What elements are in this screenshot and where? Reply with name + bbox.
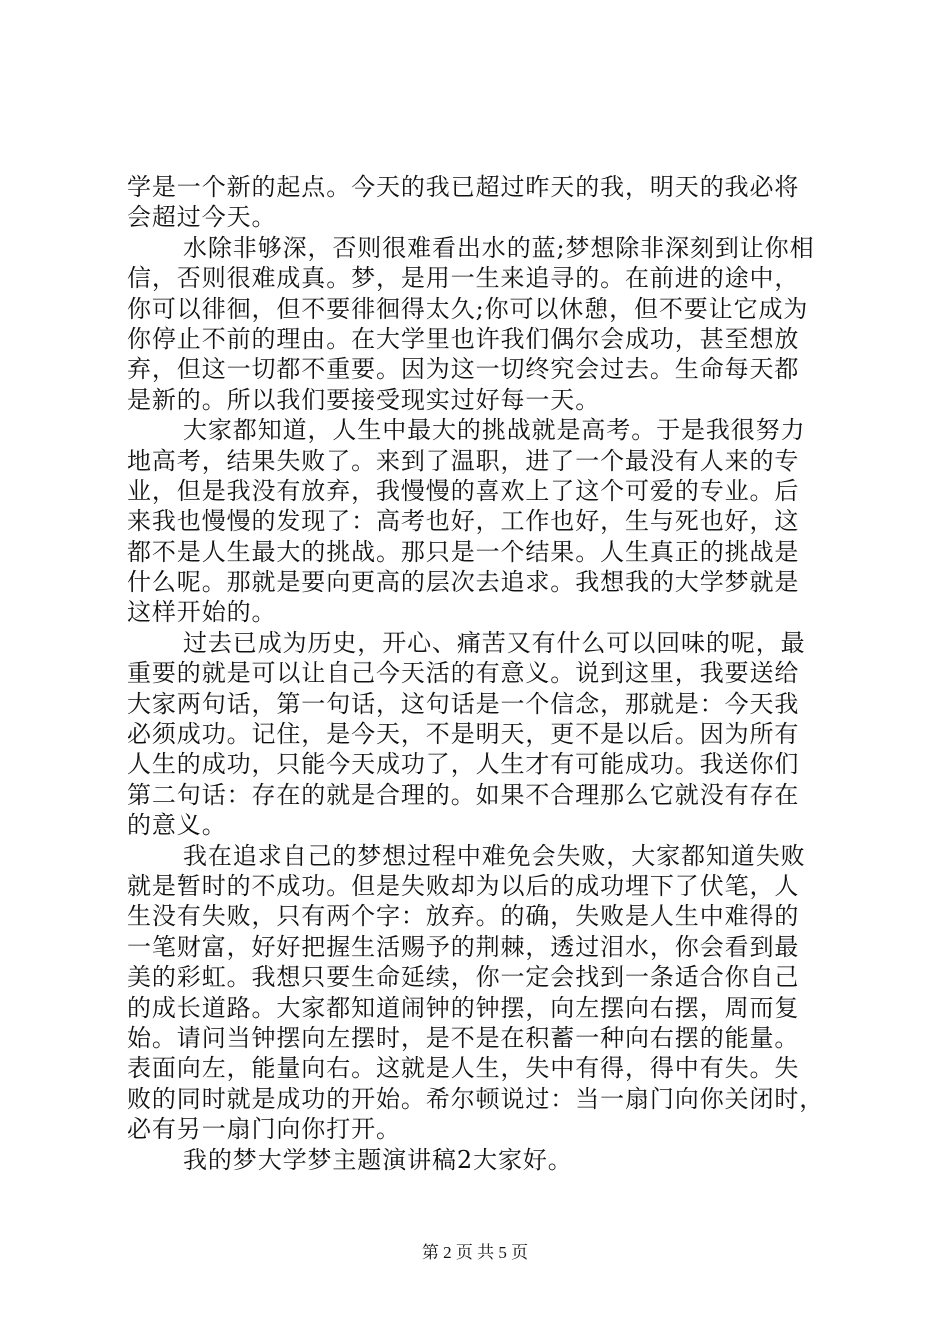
text-line: 业，但是我没有放弃，我慢慢的喜欢上了这个可爱的专业。后 — [127, 476, 800, 505]
text-line: 败的同时就是成功的开始。希尔顿说过：当一扇门向你关闭时， — [127, 1084, 825, 1113]
page-number-footer: 第 2 页 共 5 页 — [421, 1243, 529, 1262]
text-line: 这样开始的。 — [127, 598, 277, 627]
paragraph-first-line: 水除非够深，否则很难看出水的蓝;梦想除非深刻到让你相 — [183, 233, 815, 262]
text-line: 就是暂时的不成功。但是失败却为以后的成功埋下了伏笔，人 — [127, 871, 800, 900]
text-line: 学是一个新的起点。今天的我已超过昨天的我，明天的我必将 — [127, 173, 800, 201]
text-line: 美的彩虹。我想只要生命延续，你一定会找到一条适合你自己 — [127, 963, 800, 992]
text-line: 是新的。所以我们要接受现实过好每一天。 — [127, 385, 601, 414]
text-line: 什么呢。那就是要向更高的层次去追求。我想我的大学梦就是 — [127, 568, 800, 597]
paragraph-first-line: 我在追求自己的梦想过程中难免会失败，大家都知道失败 — [183, 841, 806, 870]
text-line: 会超过今天。 — [127, 203, 277, 232]
text-line: 第二句话：存在的就是合理的。如果不合理那么它就没有存在 — [127, 780, 800, 809]
text-line: 重要的就是可以让自己今天活的有意义。说到这里，我要送给 — [127, 659, 800, 688]
text-line: 信，否则很难成真。梦，是用一生来追寻的。在前进的途中， — [127, 264, 800, 293]
text-line: 的成长道路。大家都知道闹钟的钟摆，向左摆向右摆，周而复 — [127, 993, 800, 1022]
text-line: 必有另一扇门向你打开。 — [127, 1115, 401, 1144]
text-line: 人生的成功，只能今天成功了，人生才有可能成功。我送你们 — [127, 750, 800, 779]
text-line: 生没有失败，只有两个字：放弃。的确，失败是人生中难得的 — [127, 902, 800, 931]
text-line: 你可以徘徊，但不要徘徊得太久;你可以休憩，但不要让它成为 — [127, 294, 809, 323]
text-line: 始。请问当钟摆向左摆时，是不是在积蓄一种向右摆的能量。 — [127, 1023, 800, 1052]
text-line: 来我也慢慢的发现了：高考也好，工作也好，生与死也好，这 — [127, 507, 800, 536]
text-line: 必须成功。记住，是今天，不是明天，更不是以后。因为所有 — [127, 720, 800, 749]
text-line: 一笔财富，好好把握生活赐予的荆棘，透过泪水，你会看到最 — [127, 932, 800, 961]
document-body — [127, 172, 833, 1175]
text-line: 你停止不前的理由。在大学里也许我们偶尔会成功，甚至想放 — [127, 324, 800, 353]
text-line: 都不是人生最大的挑战。那只是一个结果。人生真正的挑战是 — [127, 537, 800, 566]
paragraph-first-line: 过去已成为历史，开心、痛苦又有什么可以回味的呢，最 — [183, 628, 806, 657]
text-line: 弃，但这一切都不重要。因为这一切终究会过去。生命每天都 — [127, 355, 800, 384]
text-line: 的意义。 — [127, 811, 227, 840]
paragraph-first-line: 大家都知道，人生中最大的挑战就是高考。于是我很努力 — [183, 416, 806, 445]
text-line: 地高考，结果失败了。来到了温职，进了一个最没有人来的专 — [127, 446, 800, 475]
paragraph-first-line: 我的梦大学梦主题演讲稿2大家好。 — [183, 1145, 573, 1174]
text-line: 大家两句话，第一句话，这句话是一个信念，那就是：今天我 — [127, 689, 800, 718]
text-line: 表面向左，能量向右。这就是人生，失中有得，得中有失。失 — [127, 1054, 800, 1083]
